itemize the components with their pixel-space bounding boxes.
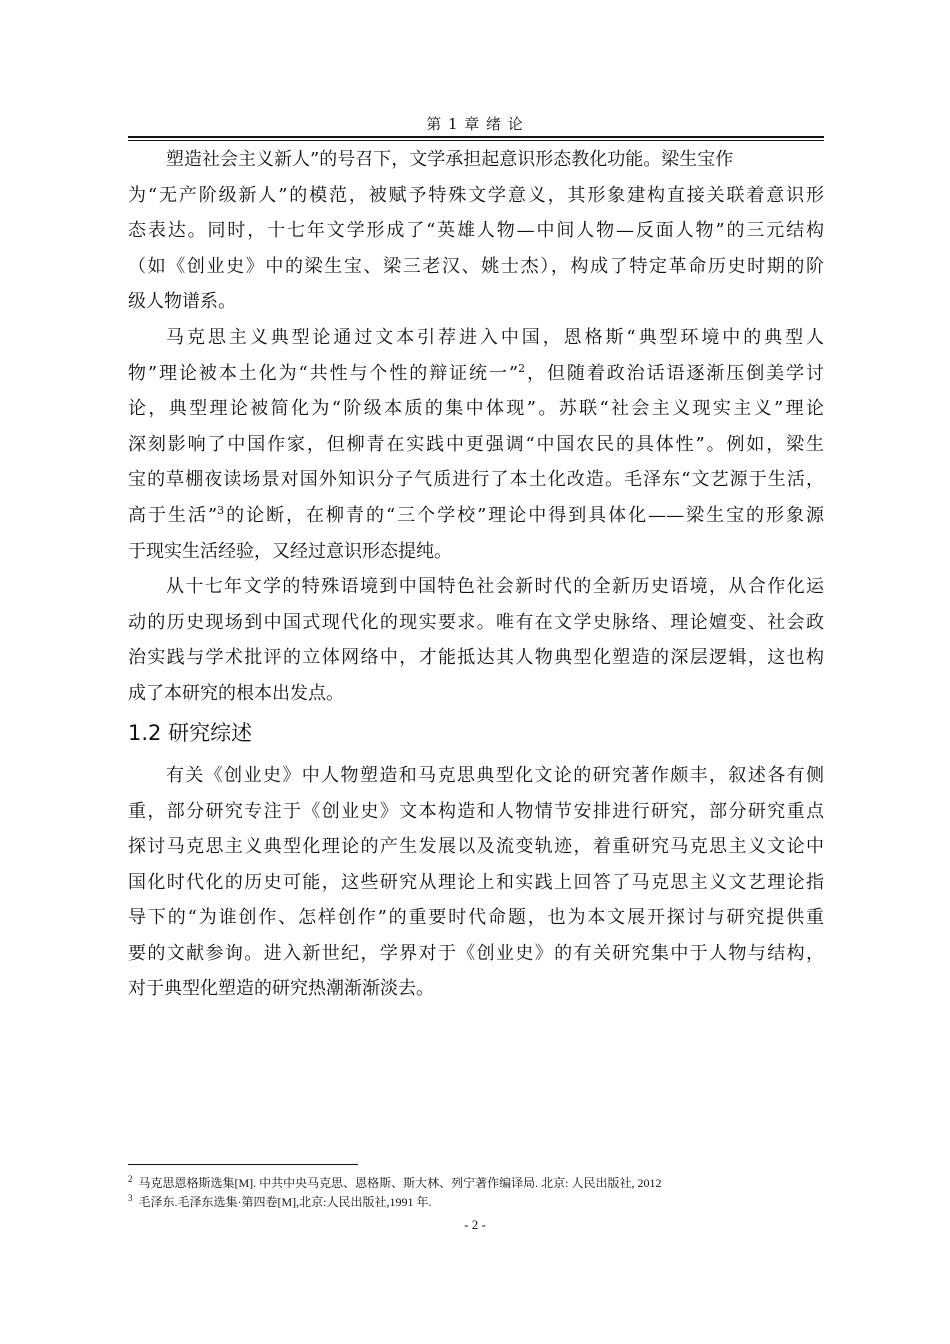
paragraph-2-line-6-start: 高于生活” — [128, 505, 218, 526]
paragraph-2-line-2 — [128, 363, 824, 385]
footnote-separator — [128, 1164, 358, 1165]
paragraph-2-line-2-end: ，但随着政治话语逐渐压倒美学讨 — [525, 363, 825, 384]
header-rule-thick — [128, 136, 824, 138]
paragraph-4-line-1: 有关《创业史》中人物塑造和马克思典型化文论的研究著作颇丰，叙述各有侧 — [166, 765, 824, 786]
paragraph-2-line-2-start: 物”理论被本土化为“共性与个性的辩证统一” — [128, 363, 519, 384]
paragraph-4-line-5: 导下的“为谁创作、怎样创作”的重要时代命题，也为本文展开探讨与研究提供重 — [128, 907, 824, 928]
footnote-3 — [128, 1195, 432, 1210]
footnote-2 — [128, 1176, 662, 1191]
paragraph-2-line-6-end: 的论断，在柳青的“三个学校”理论中得到具体化——梁生宝的形象源 — [224, 505, 825, 526]
paragraph-4-line-4: 国化时代化的历史可能，这些研究从理论上和实践上回答了马克思主义文艺理论指 — [128, 872, 824, 893]
footnote-ref-2: 2 — [518, 362, 526, 375]
paragraph-1-line-5: 级人物谱系。 — [128, 291, 236, 312]
paragraph-4-line-6: 要的文献参询。进入新世纪，学界对于《创业史》的有关研究集中于人物与结构， — [128, 943, 824, 964]
paragraph-1-line-3: 态表达。同时，十七年文学形成了“英雄人物—中间人物—反面人物”的三元结构 — [128, 220, 824, 241]
header-rule-thin — [128, 140, 824, 141]
paragraph-4-line-2: 重，部分研究专注于《创业史》文本构造和人物情节安排进行研究，部分研究重点 — [128, 801, 824, 822]
paragraph-2-line-1: 马克思主义典型论通过文本引荐进入中国，恩格斯“典型环境中的典型人 — [166, 327, 824, 348]
paragraph-3-line-3: 治实践与学术批评的立体网络中，才能抵达其人物典型化塑造的深层逻辑，这也构 — [128, 647, 824, 668]
running-header: 第 1 章 绪 论 — [426, 115, 524, 133]
section-heading: 1.2 研究综述 — [128, 721, 253, 745]
page-number: - 2 - — [464, 1217, 486, 1232]
paragraph-3-line-4: 成了本研究的根本出发点。 — [128, 683, 344, 704]
paragraph-2-line-4: 深刻影响了中国作家，但柳青在实践中更强调“中国农民的具体性”。例如，梁生 — [128, 434, 824, 455]
paragraph-3-line-1: 从十七年文学的特殊语境到中国特色社会新时代的全新历史语境，从合作化运 — [166, 576, 824, 597]
footnote-2-number: 2 — [128, 1174, 133, 1184]
paragraph-2-line-7: 于现实生活经验，又经过意识形态提纯。 — [128, 541, 452, 562]
footnote-2-text: 马克思恩格斯选集[M]. 中共中央马克思、恩格斯、斯大林、列宁著作编译局. 北京: 人民出版社, 2012 — [138, 1176, 662, 1190]
paragraph-2-line-3: 论，典型理论被简化为“阶级本质的集中体现”。苏联“社会主义现实主义”理论 — [128, 398, 824, 419]
paragraph-1-line-4: （如《创业史》中的梁生宝、梁三老汉、姚士杰），构成了特定革命历史时期的阶 — [128, 256, 824, 277]
paragraph-2-line-5: 宝的草棚夜读场景对国外知识分子气质进行了本土化改造。毛泽东“文艺源于生活， — [128, 469, 824, 490]
footnote-ref-3: 3 — [217, 504, 225, 517]
paragraph-1-line-2: 为“无产阶级新人”的模范，被赋予特殊文学意义，其形象建构直接关联着意识形 — [128, 185, 824, 206]
paragraph-4-line-3: 探讨马克思主义典型化理论的产生发展以及流变轨迹，着重研究马克思主义文论中 — [128, 836, 824, 857]
footnote-3-text: 毛泽东.毛泽东选集·第四卷[M],北京:人民出版社,1991 年. — [138, 1195, 432, 1209]
paragraph-4-line-7: 对于典型化塑造的研究热潮渐渐淡去。 — [128, 978, 434, 999]
paragraph-2-line-6 — [128, 505, 824, 527]
paragraph-3-line-2: 动的历史现场到中国式现代化的现实要求。唯有在文学史脉络、理论嬗变、社会政 — [128, 612, 824, 633]
footnote-3-number: 3 — [128, 1193, 133, 1203]
paragraph-1-line-1: 塑造社会主义新人”的号召下，文学承担起意识形态教化功能。梁生宝作 — [166, 149, 734, 170]
